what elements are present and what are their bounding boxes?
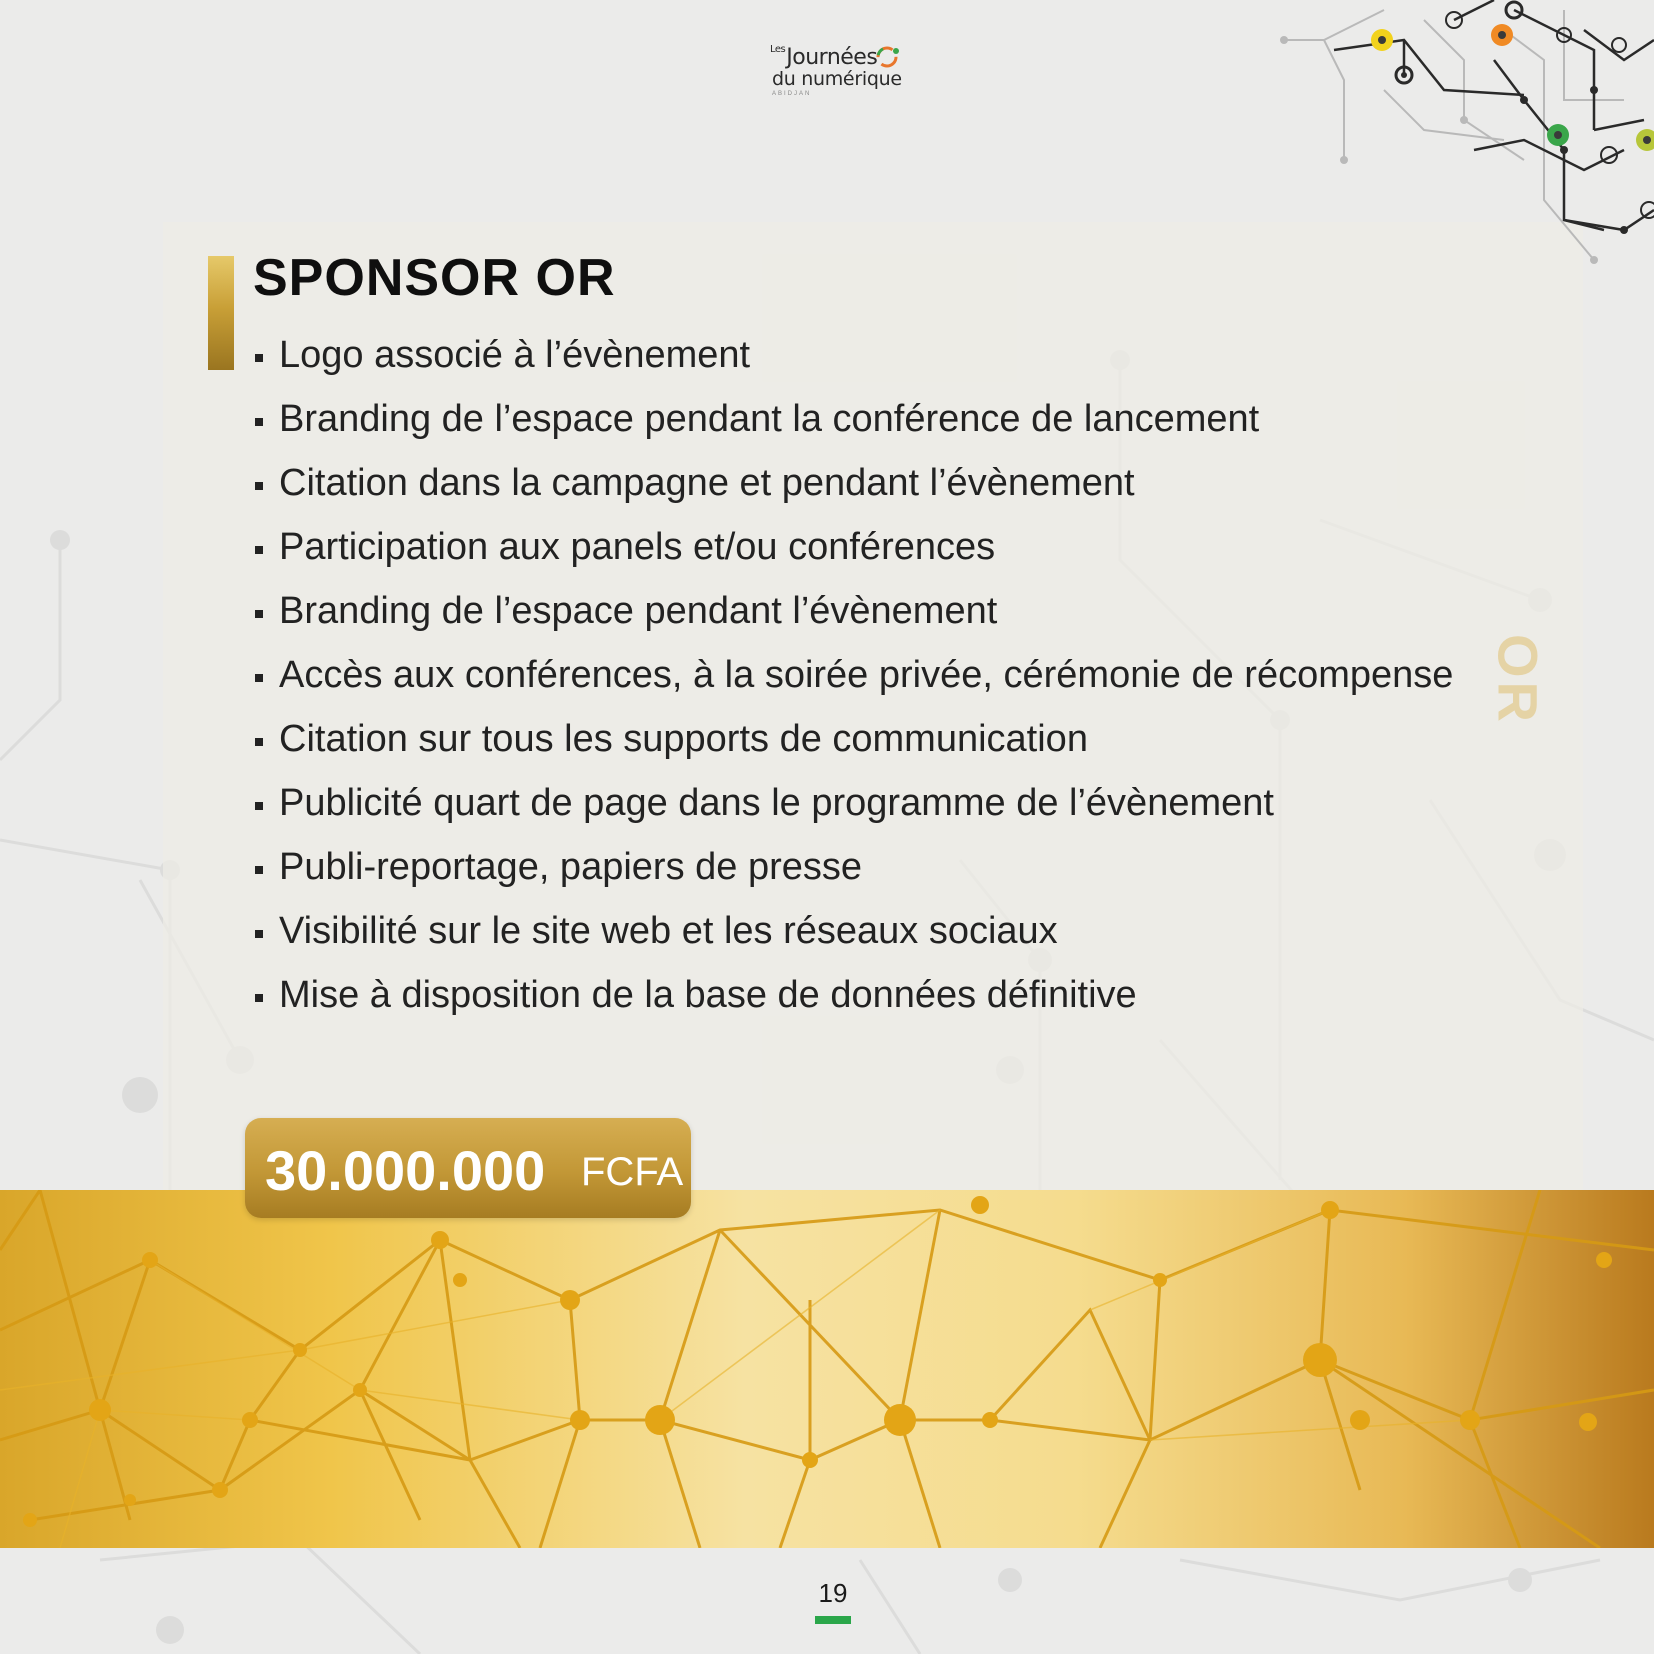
event-logo bbox=[770, 40, 910, 98]
gold-network-banner bbox=[0, 1190, 1654, 1548]
benefit-item: Accès aux conférences, à la soirée privée, cérémonie de récompense bbox=[253, 650, 1453, 714]
network-graphic bbox=[0, 1190, 1654, 1548]
circuit-nodes-icon bbox=[1264, 0, 1654, 280]
logo-prefix: Les bbox=[770, 44, 786, 55]
benefit-item: Branding de l’espace pendant la conférence de lancement bbox=[253, 394, 1453, 458]
section-title: SPONSOR OR bbox=[253, 249, 616, 307]
benefit-item: Logo associé à l’évènement bbox=[253, 330, 1453, 394]
logo-city: ABIDJAN bbox=[772, 91, 812, 97]
price-currency: FCFA bbox=[581, 1150, 684, 1194]
page-number-marker bbox=[815, 1616, 851, 1624]
logo-line-1 bbox=[770, 44, 877, 70]
price-amount: 30.000.000 bbox=[265, 1139, 546, 1202]
price-badge bbox=[245, 1118, 691, 1218]
benefit-item: Branding de l’espace pendant l’évènement bbox=[253, 586, 1453, 650]
page-number: 19 bbox=[818, 1578, 848, 1608]
vertical-tier-label: OR bbox=[1486, 634, 1550, 726]
benefits-list bbox=[253, 330, 1453, 1034]
benefit-item: Citation dans la campagne et pendant l’évènement bbox=[253, 458, 1453, 522]
benefit-item: Visibilité sur le site web et les réseaux sociaux bbox=[253, 906, 1453, 970]
logo-line-2: du numérique bbox=[772, 68, 902, 90]
benefit-item: Mise à disposition de la base de données définitive bbox=[253, 970, 1453, 1034]
benefit-item: Citation sur tous les supports de communication bbox=[253, 714, 1453, 778]
orbit-ring-icon bbox=[874, 44, 900, 70]
benefit-item: Publi-reportage, papiers de presse bbox=[253, 842, 1453, 906]
benefit-item: Participation aux panels et/ou conférences bbox=[253, 522, 1453, 586]
title-accent-bar bbox=[208, 256, 234, 370]
logo-title: Journées bbox=[786, 45, 878, 70]
benefit-item: Publicité quart de page dans le programme de l’évènement bbox=[253, 778, 1453, 842]
